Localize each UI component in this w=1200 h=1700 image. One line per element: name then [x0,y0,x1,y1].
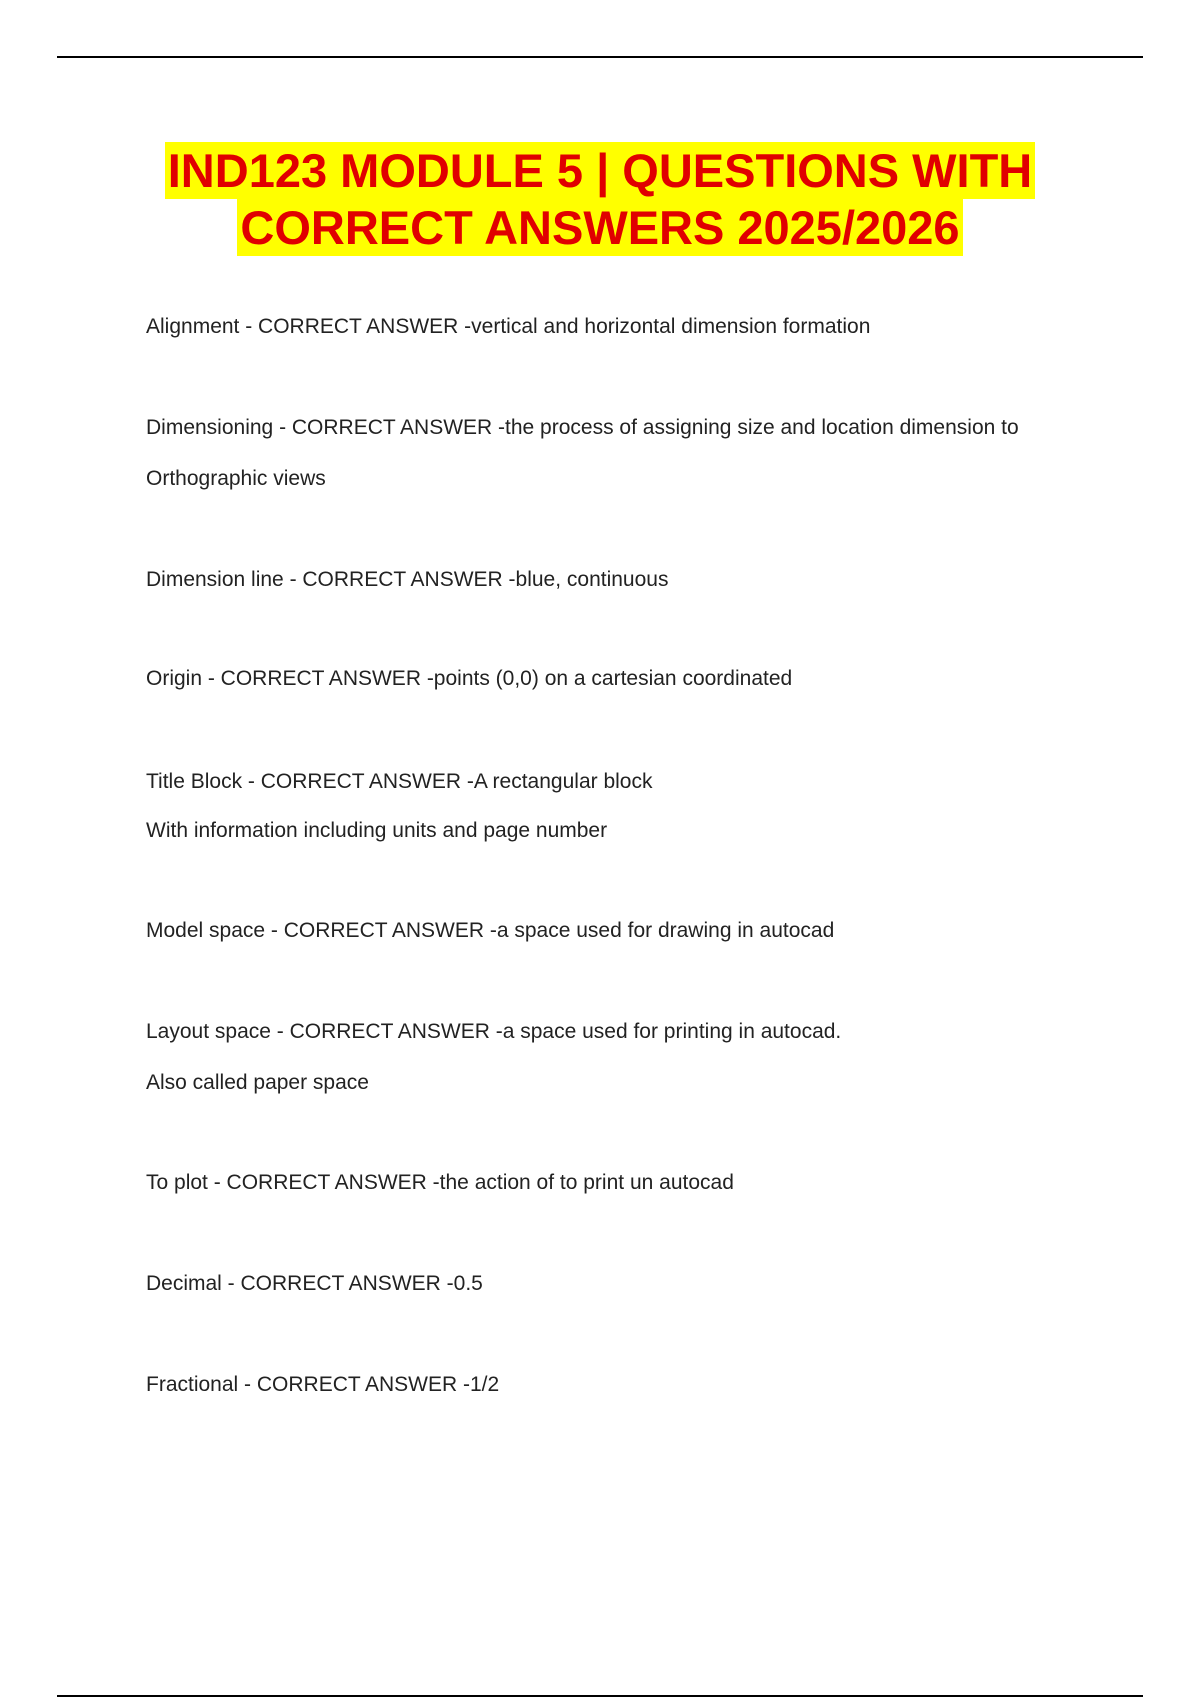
qa-entry-title-block: Title Block - CORRECT ANSWER -A rectangular block [146,770,653,793]
qa-entry-decimal: Decimal - CORRECT ANSWER -0.5 [146,1272,483,1295]
document-title [0,142,1200,256]
qa-entry-layout-space: Layout space - CORRECT ANSWER -a space used for printing in autocad. [146,1020,842,1043]
qa-entry-title-block-continued: With information including units and page number [146,819,608,842]
qa-entry-model-space: Model space - CORRECT ANSWER -a space used for drawing in autocad [146,919,835,942]
footer-rule [57,1695,1143,1697]
qa-entry-to-plot: To plot - CORRECT ANSWER -the action of to print un autocad [146,1171,734,1194]
title-line-2: CORRECT ANSWERS 2025/2026 [237,199,962,256]
title-line-1: IND123 MODULE 5 | QUESTIONS WITH [165,142,1035,199]
qa-entry-origin: Origin - CORRECT ANSWER -points (0,0) on a cartesian coordinated [146,667,793,690]
qa-entry-dimension-line: Dimension line - CORRECT ANSWER -blue, continuous [146,568,669,591]
qa-entry-dimensioning-continued: Orthographic views [146,467,326,490]
qa-entry-fractional: Fractional - CORRECT ANSWER -1/2 [146,1373,500,1396]
header-rule [57,56,1143,58]
qa-entry-alignment: Alignment - CORRECT ANSWER -vertical and horizontal dimension formation [146,315,871,338]
qa-entry-dimensioning: Dimensioning - CORRECT ANSWER -the process of assigning size and location dimension to [146,416,1019,439]
qa-entry-layout-space-continued: Also called paper space [146,1071,369,1094]
